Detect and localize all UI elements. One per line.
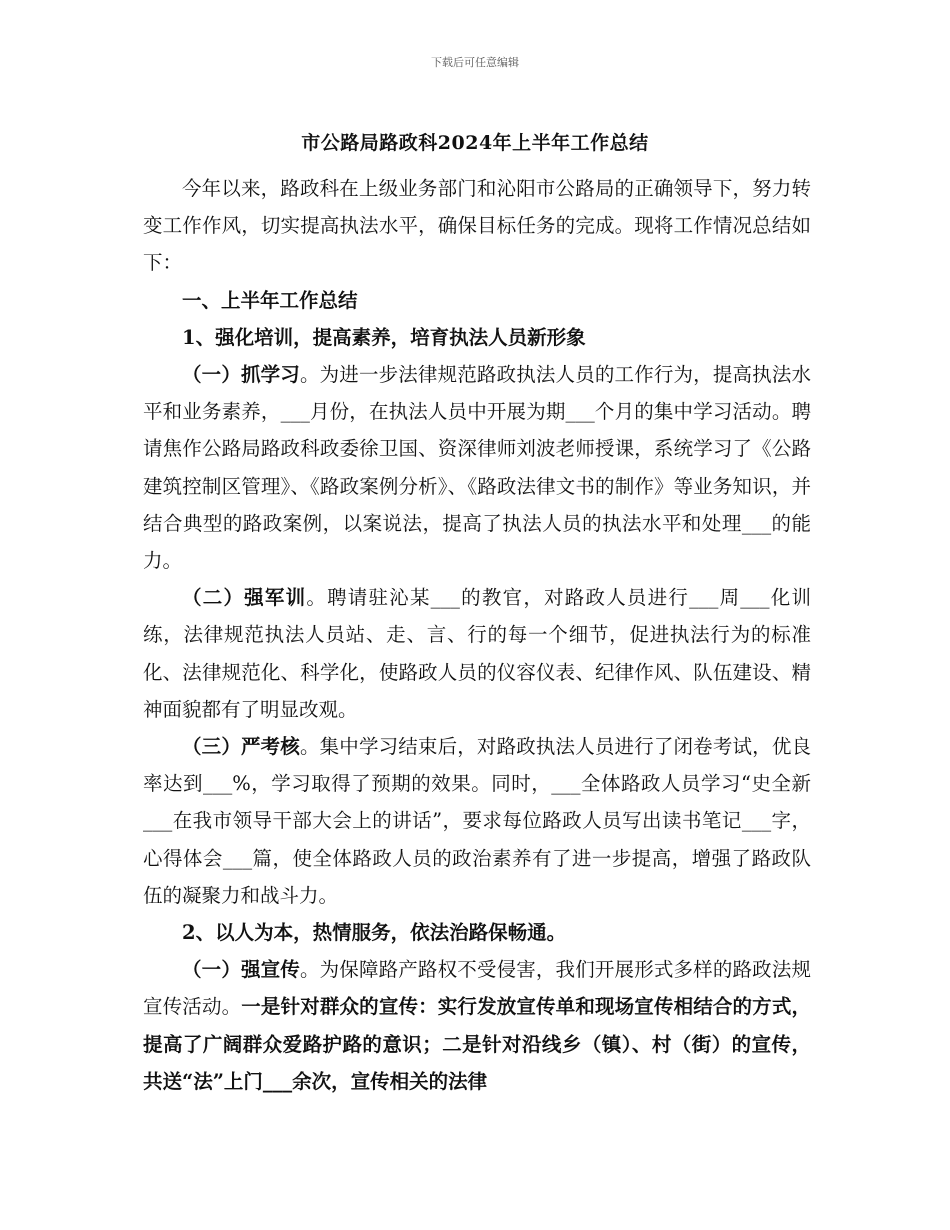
paragraph-bold-text: 一是针对群众的宣传：实行发放宣传单和现场宣传相结合的方式，提高了广阔群众爱路护路的意识；二是针对沿线乡（镇）、村（街）的宣传，共送“法”上门___余次，宣传相关的法律	[143, 995, 811, 1093]
paragraph-label: （一）强宣传	[182, 958, 300, 982]
header-note: 下载后可任意编辑	[431, 56, 519, 69]
paragraph-label: （一）抓学习	[182, 363, 300, 387]
document-title: 市公路局路政科2024年上半年工作总结	[301, 132, 649, 154]
subsection-heading-2: 2、以人为本，热情服务，依法治路保畅通。	[182, 921, 567, 945]
paragraph-text: 。为进一步法律规范路政执法人员的工作行为，提高执法水平和业务素养，___月份，在执法人员中开展为期___个月的集中学习活动。聘请焦作公路局路政科政委徐卫国、资深律师刘波老师授课，系统学习了《公路建筑控制区管理》、《路政案例分析》、《路政法律文书的制作》等业务知识，并结合典型的路政案例，以案说法，提高了执法人员的执法水平和处理___的能力。	[143, 363, 811, 573]
paragraph-label: （三）严考核	[182, 735, 300, 759]
paragraph-publicity	[143, 951, 811, 1100]
paragraph-study	[143, 356, 811, 579]
section-heading-1: 一、上半年工作总结	[182, 288, 358, 312]
subsection-heading-1: 1、强化培训，提高素养，培育执法人员新形象	[182, 325, 586, 349]
paragraph-training	[143, 579, 811, 728]
paragraph-label: （二）强军训	[182, 586, 307, 610]
paragraph-assessment	[143, 728, 811, 914]
paragraph-text: 。为保障路产路权不受侵害，我们开展形式多样的路政法规宣传活动。	[143, 958, 811, 1019]
paragraph-text: 。集中学习结束后，对路政执法人员进行了闭卷考试，优良率达到___%，学习取得了预期的效果。同时，___全体路政人员学习“史全新___在我市领导干部大会上的讲话”，要求每位路政人员写出读书笔记___字，心得体会___篇，使全体路政人员的政治素养有了进一步提高，增强了路政队伍的凝聚力和战斗力。	[143, 735, 811, 907]
intro-paragraph: 今年以来，路政科在上级业务部门和沁阳市公路局的正确领导下，努力转变工作作风，切实提高执法水平，确保目标任务的完成。现将工作情况总结如下：	[143, 177, 811, 275]
document-body	[143, 170, 811, 1100]
paragraph-text: 。聘请驻沁某___的教官，对路政人员进行___周___化训练，法律规范执法人员站、走、言、行的每一个细节，促进执法行为的标准化、法律规范化、科学化，使路政人员的仪容仪表、纪律作风、队伍建设、精神面貌都有了明显改观。	[143, 586, 811, 721]
